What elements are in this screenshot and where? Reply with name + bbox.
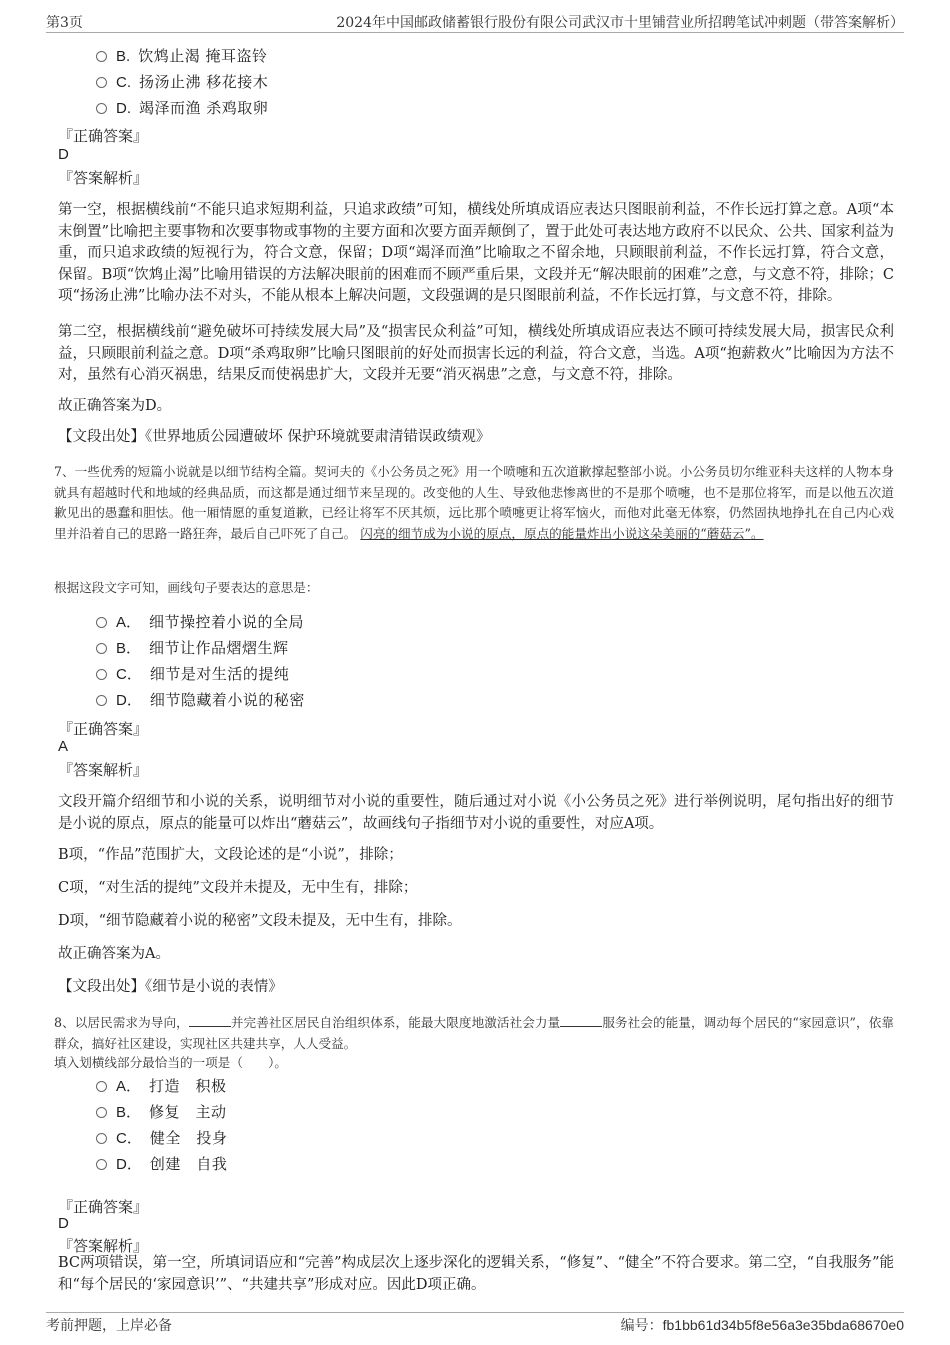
radio-icon[interactable] — [96, 77, 107, 88]
footer-slogan: 考前押题，上岸必备 — [46, 1318, 172, 1334]
radio-icon[interactable] — [96, 669, 107, 680]
q7-analysis-label: 『答案解析』 — [58, 761, 149, 779]
footer-serial: 编号：fb1bb61d34b5f8e56a3e35bda68670e0 — [620, 1317, 904, 1333]
q7-question: 根据这段文字可知，画线句子要表达的意思是： — [54, 580, 319, 595]
q8-blank-2 — [560, 1014, 602, 1027]
radio-icon[interactable] — [96, 103, 107, 114]
q6-option-c[interactable]: C. 扬汤止沸 移花接木 — [96, 72, 268, 93]
q6-answer-label: 『正确答案』 — [58, 127, 149, 145]
q6-analysis-paragraph-2: 第二空，根据横线前“避免破坏可持续发展大局”及“损害民众利益”可知，横线处所填成语应表达不顾可持续发展大局，损害民众利益，只顾眼前利益之意。D项“杀鸡取卵”比喻只图眼前的好处而损害长远的利益，符合文意，当选。A项“抱薪救火”比喻因为方法不对，虽然有心消灭祸患，结果反而使祸患扩大，文段并无要“消灭祸患”之意，与文意不符，排除。 — [58, 324, 894, 383]
radio-icon[interactable] — [96, 617, 107, 628]
radio-icon[interactable] — [96, 1159, 107, 1170]
q8-option-c[interactable]: C． 健全 投身 — [96, 1128, 227, 1149]
q8-stem: 8、以居民需求为导向， 并完善社区居民自治组织体系，能最大限度地激活社会力量 服务社会的能量，调动每个居民的“家园意识”，依靠群众，搞好社区建设，实现社区共建共享，人人受益。 — [54, 1015, 894, 1051]
q7-answer: A — [58, 738, 69, 755]
q7-option-c[interactable]: C． 细节是对生活的提纯 — [96, 664, 289, 685]
q6-conclusion: 故正确答案为D。 — [58, 398, 172, 414]
q7-underlined-sentence: 闪亮的细节成为小说的原点，原点的能量炸出小说这朵美丽的“蘑菇云”。 — [360, 525, 764, 541]
radio-icon[interactable] — [96, 1107, 107, 1118]
q8-analysis-label: 『答案解析』 — [58, 1237, 149, 1255]
q8-option-b[interactable]: B． 修复 主动 — [96, 1102, 227, 1123]
page-footer — [46, 1312, 904, 1337]
q8-answer: D — [58, 1215, 69, 1232]
q6-answer: D — [58, 146, 69, 163]
document-title: 2024年中国邮政储蓄银行股份有限公司武汉市十里铺营业所招聘笔试冲刺题（带答案解析） — [336, 15, 904, 31]
page-header — [46, 10, 904, 33]
q6-analysis-paragraph-1: 第一空，根据横线前“不能只追求短期利益，只追求政绩”可知，横线处所填成语应表达只图眼前利益，不作长远打算之意。A项“本末倒置”比喻把主要事物和次要事物或事物的主要方面和次要方面弄颠倒了，置于此处可表达地方政府不以民众、公共、国家利益为重，而只追求政绩的短视行为，符合文意，保留；D项“竭泽而渔”比喻取之不留余地，只顾眼前利益，不作长远打算，符合文意，保留。B项“饮鸩止渴”比喻用错误的方法解决眼前的困难而不顾严重后果，文段并无“解决眼前的困难”之意，与文意不符，排除；C项“扬汤止沸”比喻办法不对头，不能从根本上解决问题，文段强调的是只图眼前利益，不作长远打算，与文意不符，排除。 — [58, 202, 894, 304]
q6-analysis-label: 『答案解析』 — [58, 169, 149, 187]
q6-option-b[interactable]: B. 饮鸩止渴 掩耳盗铃 — [96, 46, 267, 67]
radio-icon[interactable] — [96, 695, 107, 706]
q7-source: 【文段出处】《细节是小说的表情》 — [58, 979, 283, 995]
q7-stem: 7、一些优秀的短篇小说就是以细节结构全篇。契诃夫的《小公务员之死》用一个喷嚏和五次道歉撑起整部小说。小公务员切尔维亚科夫这样的人物本身就具有超越时代和地域的经典品质，而这都是通过细节来呈现的。改变他的人生、导致他悲惨离世的不是那个喷嚏，也不是那位将军，而是以他五次道歉见出的愚蠢和胆怯。他一厢情愿的重复道歉，已经让将军不厌其烦，远比那个喷嚏更让将军恼火，而他对此毫无体察，仍然固执地挣扎在自己内心戏里并沿着自己的思路一路狂奔，最后自己吓死了自己。 闪亮的细节成为小说的原点，原点的能量炸出小说这朵美丽的“蘑菇云”。 — [54, 464, 894, 541]
q8-analysis-paragraph-1: BC两项错误，第一空，所填词语应和“完善”构成层次上逐步深化的逻辑关系，“修复”、“健全”不符合要求。第二空，“自我服务”能和“每个居民的‘家园意识’”、“共建共享”形成对应。因此D项正确。 — [58, 1255, 894, 1293]
q8-option-d[interactable]: D． 创建 自我 — [96, 1154, 227, 1175]
q8-question: 填入划横线部分最恰当的一项是（ ）。 — [54, 1055, 287, 1070]
page-number: 第3页 — [46, 15, 83, 31]
q7-option-d[interactable]: D． 细节隐藏着小说的秘密 — [96, 690, 305, 711]
q6-source: 【文段出处】《世界地质公园遭破坏 保护环境就要肃清错误政绩观》 — [58, 429, 491, 445]
q7-analysis-c: C项，“对生活的提纯”文段并未提及，无中生有，排除； — [58, 880, 418, 896]
radio-icon[interactable] — [96, 643, 107, 654]
q7-option-a[interactable]: A． 细节操控着小说的全局 — [96, 612, 304, 633]
radio-icon[interactable] — [96, 1081, 107, 1092]
q7-option-b[interactable]: B． 细节让作品熠熠生辉 — [96, 638, 289, 659]
q8-option-a[interactable]: A． 打造 积极 — [96, 1076, 227, 1097]
q7-analysis-d: D项，“细节隐藏着小说的秘密”文段未提及，无中生有，排除。 — [58, 913, 462, 929]
q7-answer-label: 『正确答案』 — [58, 720, 149, 738]
radio-icon[interactable] — [96, 1133, 107, 1144]
q7-analysis-b: B项，“作品”范围扩大，文段论述的是“小说”，排除； — [58, 847, 403, 863]
radio-icon[interactable] — [96, 51, 107, 62]
q6-option-d[interactable]: D. 竭泽而渔 杀鸡取卵 — [96, 98, 268, 119]
q8-answer-label: 『正确答案』 — [58, 1198, 149, 1216]
q7-analysis-paragraph-1: 文段开篇介绍细节和小说的关系，说明细节对小说的重要性，随后通过对小说《小公务员之死》进行举例说明，尾句指出好的细节是小说的原点，原点的能量可以炸出“蘑菇云”，故画线句子指细节对小说的重要性，对应A项。 — [58, 794, 894, 832]
q8-blank-1 — [189, 1014, 231, 1027]
q7-conclusion: 故正确答案为A。 — [58, 946, 170, 962]
